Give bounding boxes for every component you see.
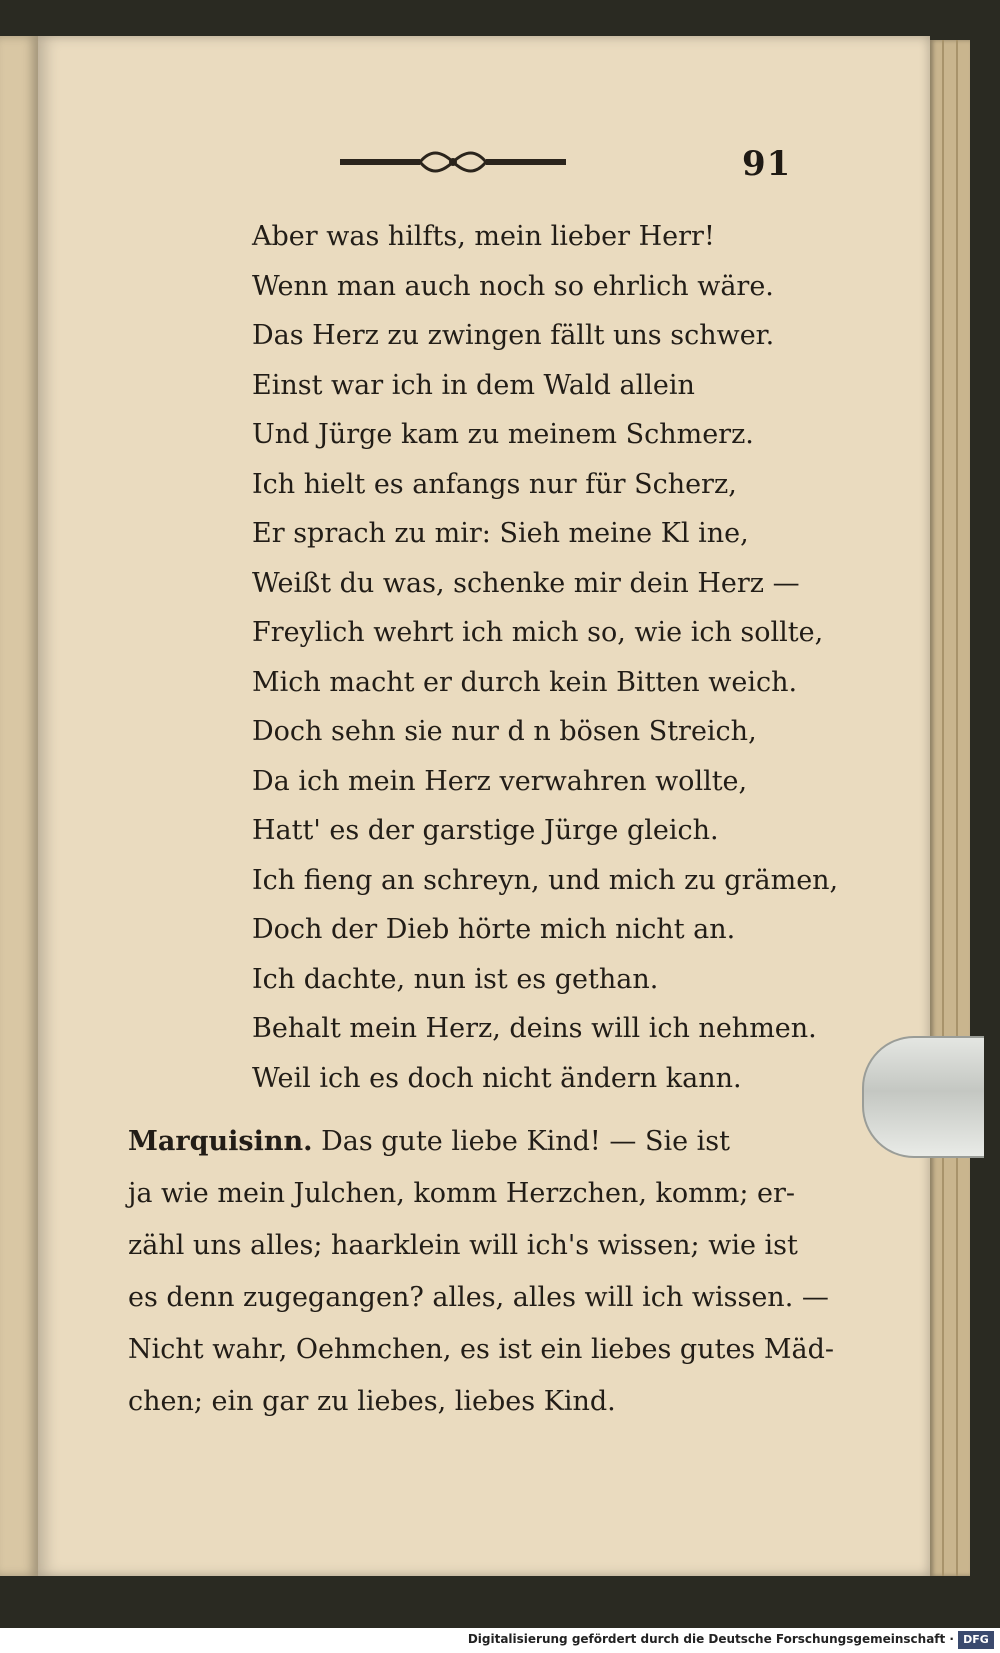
verse-line: Da ich mein Herz verwahren wollte,: [252, 765, 748, 797]
verse-line: Wenn man auch noch so ehrlich wäre.: [252, 270, 774, 302]
prose-line: es denn zugegangen? alles, alles will ich wissen. —: [128, 1282, 829, 1313]
footer-bar: [0, 1628, 1000, 1653]
left-page-edge: [0, 36, 38, 1576]
dfg-logo: DFG: [958, 1631, 994, 1649]
prose-line: [128, 1116, 788, 1168]
prose-line: Nicht wahr, Oehmchen, es ist ein liebes gutes Mäd-: [128, 1334, 835, 1365]
page-stack-edge: [930, 40, 970, 1576]
prose-line: ja wie mein Julchen, komm Herzchen, komm; er-: [128, 1178, 796, 1209]
verse-line: Ich hielt es anfangs nur für Scherz,: [252, 468, 737, 500]
page-clip: [862, 1036, 984, 1158]
verse-line: Er sprach zu mir: Sieh meine Kl ine,: [252, 518, 749, 549]
prose-block: [128, 1116, 835, 1428]
page-number: 91: [742, 144, 792, 184]
verse-line: Das Herz zu zwingen fällt uns schwer.: [252, 320, 775, 351]
prose-text: Das gute liebe Kind! — Sie ist: [321, 1126, 730, 1157]
verse-line: Ich dachte, nun ist es gethan.: [252, 963, 659, 995]
verse-line: Weißt du was, schenke mir dein Herz —: [252, 567, 800, 599]
prose-line: zähl uns alles; haarklein will ich's wissen; wie ist: [128, 1230, 798, 1261]
verse-line: Und Jürge kam zu meinem Schmerz.: [252, 419, 754, 450]
verse-line: Doch der Dieb hörte mich nicht an.: [252, 914, 736, 945]
footer-credit: Digitalisierung gefördert durch die Deutsche Forschungsgemeinschaft ·: [467, 1632, 954, 1646]
verse-line: Mich macht er durch kein Bitten weich.: [252, 666, 798, 698]
verse-line: Ich fieng an schreyn, und mich zu grämen,: [252, 864, 839, 896]
verse-line: Aber was hilfts, mein lieber Herr!: [252, 221, 715, 252]
verse-block: [252, 212, 839, 1103]
verse-line: Einst war ich in dem Wald allein: [252, 369, 695, 401]
page-edge-line: [956, 40, 958, 1576]
verse-line: Weil ich es doch nicht ändern kann.: [252, 1062, 742, 1094]
speaker-name: Marquisinn.: [128, 1126, 313, 1157]
verse-line: Doch sehn sie nur d n bösen Streich,: [252, 716, 757, 747]
page-edge-line: [942, 40, 944, 1576]
ornament-icon: [340, 150, 566, 174]
verse-line: Hatt' es der garstige Jürge gleich.: [252, 815, 719, 846]
verse-line: Behalt mein Herz, deins will ich nehmen.: [252, 1013, 817, 1044]
verse-line: Freylich wehrt ich mich so, wie ich sollte,: [252, 617, 824, 648]
prose-line: chen; ein gar zu liebes, liebes Kind.: [128, 1386, 616, 1417]
